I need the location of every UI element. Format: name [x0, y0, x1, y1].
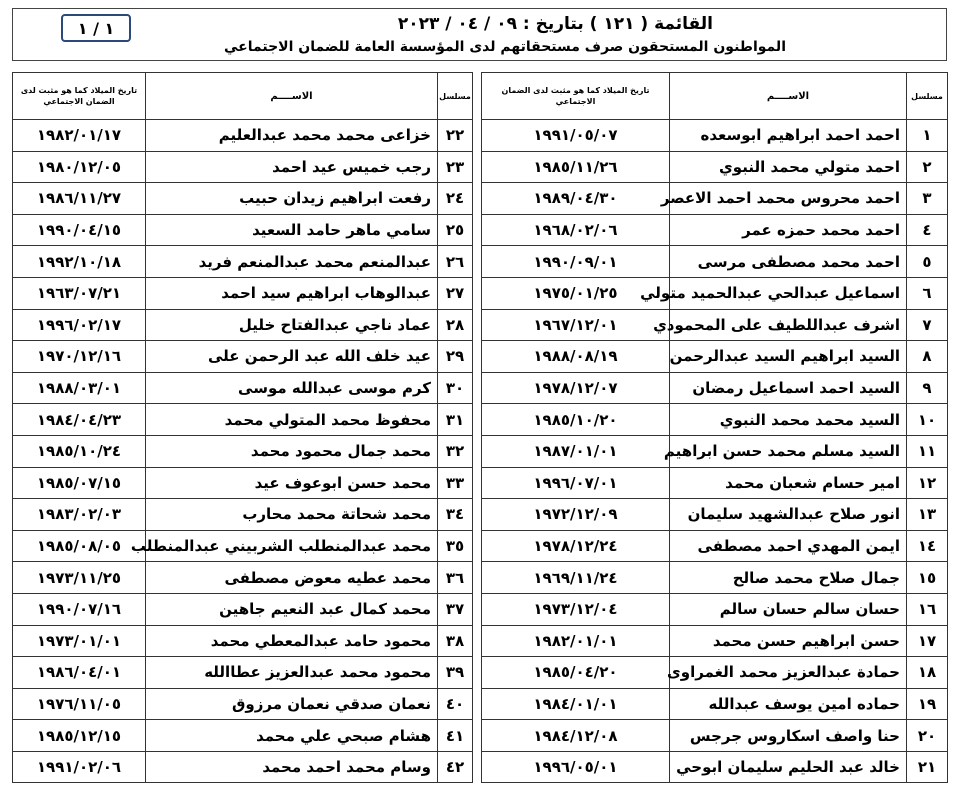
- row-serial: ٢٤: [438, 183, 473, 215]
- row-serial: ٢٠: [907, 720, 948, 752]
- header-name: الاســــم: [670, 73, 907, 120]
- row-birth-date: ١٩٨٢/٠١/١٧: [13, 120, 146, 152]
- table-row: [482, 562, 948, 594]
- row-birth-date: ١٩٩١/٠٥/٠٧: [482, 120, 670, 152]
- row-serial: ٢٣: [438, 151, 473, 183]
- row-serial: ١٤: [907, 530, 948, 562]
- row-serial: ٨: [907, 341, 948, 373]
- row-name: ايمن المهدي احمد مصطفى: [670, 530, 907, 562]
- table-row: [482, 214, 948, 246]
- row-name: عبدالوهاب ابراهيم سيد احمد: [146, 277, 438, 309]
- row-serial: ٣٢: [438, 435, 473, 467]
- row-birth-date: ١٩٨٦/١١/٢٧: [13, 183, 146, 215]
- row-name: هشام صبحي علي محمد: [146, 720, 438, 752]
- row-serial: ٢٦: [438, 246, 473, 278]
- table-row: [482, 372, 948, 404]
- table-header-row: [13, 73, 473, 120]
- list-subtitle: المواطنون المستحقون صرف مستحقاتهم لدى المؤسسة العامة للضمان الاجتماعي: [224, 39, 786, 55]
- row-birth-date: ١٩٨٤/٠٤/٢٣: [13, 404, 146, 436]
- row-birth-date: ١٩٦٧/١٢/٠١: [482, 309, 670, 341]
- row-name: محمد حسن ابوعوف عيد: [146, 467, 438, 499]
- beneficiaries-table-left: [12, 72, 473, 783]
- table-row: [13, 688, 473, 720]
- row-name: احمد احمد ابراهيم ابوسعده: [670, 120, 907, 152]
- table-row: [13, 341, 473, 373]
- table-row: [13, 499, 473, 531]
- row-name: السيد مسلم محمد حسن ابراهيم: [670, 435, 907, 467]
- row-name: رجب خميس عيد احمد: [146, 151, 438, 183]
- table-row: [482, 435, 948, 467]
- table-row: [482, 341, 948, 373]
- row-birth-date: ١٩٦٩/١١/٢٤: [482, 562, 670, 594]
- row-name: عماد ناجي عبدالفتاح خليل: [146, 309, 438, 341]
- table-row: [482, 183, 948, 215]
- row-birth-date: ١٩٨٥/٠٧/١٥: [13, 467, 146, 499]
- row-serial: ٦: [907, 277, 948, 309]
- row-serial: ١٥: [907, 562, 948, 594]
- row-birth-date: ١٩٦٣/٠٧/٢١: [13, 277, 146, 309]
- table-row: [482, 688, 948, 720]
- row-serial: ٣٧: [438, 593, 473, 625]
- list-title: القائمة ( ١٢١ ) بتاريخ : ٠٩ / ٠٤ / ٢٠٢٣: [397, 14, 713, 34]
- table-row: [13, 277, 473, 309]
- table-row: [13, 309, 473, 341]
- row-name: امير حسام شعبان محمد: [670, 467, 907, 499]
- table-body-right: [482, 120, 948, 783]
- row-name: جمال صلاح محمد صالح: [670, 562, 907, 594]
- table-row: [482, 467, 948, 499]
- table-row: [13, 404, 473, 436]
- row-name: كرم موسى عبدالله موسى: [146, 372, 438, 404]
- table-row: [482, 657, 948, 689]
- row-birth-date: ١٩٩٠/٠٤/١٥: [13, 214, 146, 246]
- row-serial: ١٨: [907, 657, 948, 689]
- row-birth-date: ١٩٨٥/٠٤/٢٠: [482, 657, 670, 689]
- row-name: خزاعى محمد محمد عبدالعليم: [146, 120, 438, 152]
- row-name: السيد محمد محمد النبوي: [670, 404, 907, 436]
- row-name: السيد ابراهيم السيد عبدالرحمن: [670, 341, 907, 373]
- row-birth-date: ١٩٧٥/٠١/٢٥: [482, 277, 670, 309]
- row-serial: ١٠: [907, 404, 948, 436]
- table-row: [13, 435, 473, 467]
- row-name: حسان سالم حسان سالم: [670, 593, 907, 625]
- row-name: رفعت ابراهيم زيدان حبيب: [146, 183, 438, 215]
- row-birth-date: ١٩٨٨/٠٨/١٩: [482, 341, 670, 373]
- row-serial: ١: [907, 120, 948, 152]
- row-name: سامي ماهر حامد السعيد: [146, 214, 438, 246]
- row-serial: ٢٨: [438, 309, 473, 341]
- table-row: [13, 657, 473, 689]
- table-row: [482, 720, 948, 752]
- row-serial: ٢: [907, 151, 948, 183]
- table-row: [482, 151, 948, 183]
- row-birth-date: ١٩٨٥/١٢/١٥: [13, 720, 146, 752]
- row-name: محمود حامد عبدالمعطي محمد: [146, 625, 438, 657]
- table-row: [13, 246, 473, 278]
- row-birth-date: ١٩٧٢/١٢/٠٩: [482, 499, 670, 531]
- row-serial: ١٦: [907, 593, 948, 625]
- table-row: [482, 625, 948, 657]
- table-row: [482, 120, 948, 152]
- row-serial: ٩: [907, 372, 948, 404]
- row-serial: ١٣: [907, 499, 948, 531]
- table-row: [13, 183, 473, 215]
- table-row: [13, 562, 473, 594]
- row-serial: ٣٠: [438, 372, 473, 404]
- header-serial: مسلسل: [907, 73, 948, 120]
- row-birth-date: ١٩٩٦/٠٧/٠١: [482, 467, 670, 499]
- row-birth-date: ١٩٧٠/١٢/١٦: [13, 341, 146, 373]
- row-serial: ٣٦: [438, 562, 473, 594]
- row-birth-date: ١٩٨٥/٠٨/٠٥: [13, 530, 146, 562]
- table-row: [13, 593, 473, 625]
- row-birth-date: ١٩٨٤/٠١/٠١: [482, 688, 670, 720]
- table-row: [13, 467, 473, 499]
- header-birth-date: تاريخ الميلاد كما هو مثبت لدى الضمان الاجتماعي: [13, 73, 146, 120]
- row-birth-date: ١٩٦٨/٠٢/٠٦: [482, 214, 670, 246]
- table-row: [13, 625, 473, 657]
- row-serial: ٤١: [438, 720, 473, 752]
- row-birth-date: ١٩٨٠/١٢/٠٥: [13, 151, 146, 183]
- row-serial: ٢٢: [438, 120, 473, 152]
- row-name: حنا واصف اسكاروس جرجس: [670, 720, 907, 752]
- row-serial: ٥: [907, 246, 948, 278]
- row-serial: ١٢: [907, 467, 948, 499]
- row-serial: ١٩: [907, 688, 948, 720]
- row-name: محمد عبدالمنطلب الشربيني عبدالمنطلب: [146, 530, 438, 562]
- table-row: [482, 246, 948, 278]
- row-birth-date: ١٩٧٨/١٢/٠٧: [482, 372, 670, 404]
- row-birth-date: ١٩٩٦/٠٥/٠١: [482, 751, 670, 783]
- row-birth-date: ١٩٨٢/٠١/٠١: [482, 625, 670, 657]
- row-birth-date: ١٩٨٨/٠٣/٠١: [13, 372, 146, 404]
- row-name: اشرف عبداللطيف على المحمودي: [670, 309, 907, 341]
- row-birth-date: ١٩٧٣/٠١/٠١: [13, 625, 146, 657]
- row-serial: ٤٢: [438, 751, 473, 783]
- row-birth-date: ١٩٩١/٠٢/٠٦: [13, 751, 146, 783]
- row-birth-date: ١٩٨٥/١٠/٢٤: [13, 435, 146, 467]
- row-serial: ٣٣: [438, 467, 473, 499]
- row-name: السيد احمد اسماعيل رمضان: [670, 372, 907, 404]
- header-name: الاســــم: [146, 73, 438, 120]
- row-serial: ٤٠: [438, 688, 473, 720]
- row-serial: ٢٩: [438, 341, 473, 373]
- row-serial: ٣: [907, 183, 948, 215]
- row-birth-date: ١٩٩٠/٠٩/٠١: [482, 246, 670, 278]
- row-birth-date: ١٩٨٦/٠٤/٠١: [13, 657, 146, 689]
- table-row: [482, 277, 948, 309]
- row-birth-date: ١٩٧٣/١١/٢٥: [13, 562, 146, 594]
- row-name: محمد كمال عبد النعيم جاهين: [146, 593, 438, 625]
- row-name: محمد شحاتة محمد محارب: [146, 499, 438, 531]
- table-row: [13, 720, 473, 752]
- table-row: [13, 372, 473, 404]
- header-serial: مسلسل: [438, 73, 473, 120]
- row-birth-date: ١٩٩٠/٠٧/١٦: [13, 593, 146, 625]
- table-row: [482, 593, 948, 625]
- row-serial: ١٧: [907, 625, 948, 657]
- table-row: [482, 530, 948, 562]
- row-name: حسن ابراهيم حسن محمد: [670, 625, 907, 657]
- row-name: احمد متولي محمد النبوي: [670, 151, 907, 183]
- row-name: حماده امين يوسف عبدالله: [670, 688, 907, 720]
- row-name: اسماعيل عبدالحي عبدالحميد متولي: [670, 277, 907, 309]
- row-name: احمد محمد حمزه عمر: [670, 214, 907, 246]
- row-name: حمادة عبدالعزيز محمد الغمراوى: [670, 657, 907, 689]
- table-row: [13, 120, 473, 152]
- row-serial: ٢٥: [438, 214, 473, 246]
- row-name: محمد جمال محمود محمد: [146, 435, 438, 467]
- row-name: وسام محمد احمد محمد: [146, 751, 438, 783]
- row-birth-date: ١٩٧٦/١١/٠٥: [13, 688, 146, 720]
- row-name: انور صلاح عبدالشهيد سليمان: [670, 499, 907, 531]
- row-birth-date: ١٩٧٨/١٢/٢٤: [482, 530, 670, 562]
- table-row: [482, 499, 948, 531]
- row-serial: ٣٥: [438, 530, 473, 562]
- table-row: [13, 751, 473, 783]
- row-birth-date: ١٩٨٥/١٠/٢٠: [482, 404, 670, 436]
- table-body-left: [13, 120, 473, 783]
- beneficiaries-table-right: [481, 72, 948, 783]
- row-serial: ٢١: [907, 751, 948, 783]
- row-birth-date: ١٩٨٤/١٢/٠٨: [482, 720, 670, 752]
- table-header-row: [482, 73, 948, 120]
- row-name: خالد عبد الحليم سليمان ابوحي: [670, 751, 907, 783]
- table-row: [482, 309, 948, 341]
- row-serial: ٣٤: [438, 499, 473, 531]
- row-birth-date: ١٩٩٢/١٠/١٨: [13, 246, 146, 278]
- table-row: [482, 404, 948, 436]
- header-birth-date: تاريخ الميلاد كما هو مثبت لدى الضمان الاجتماعي: [482, 73, 670, 120]
- row-name: احمد محروس محمد احمد الاعصر: [670, 183, 907, 215]
- row-birth-date: ١٩٨٥/١١/٢٦: [482, 151, 670, 183]
- table-row: [13, 214, 473, 246]
- row-birth-date: ١٩٩٦/٠٢/١٧: [13, 309, 146, 341]
- row-birth-date: ١٩٨٩/٠٤/٣٠: [482, 183, 670, 215]
- table-row: [13, 530, 473, 562]
- row-serial: ٧: [907, 309, 948, 341]
- row-serial: ٤: [907, 214, 948, 246]
- row-birth-date: ١٩٧٣/١٢/٠٤: [482, 593, 670, 625]
- row-serial: ٣١: [438, 404, 473, 436]
- page-indicator: ١ / ١: [61, 14, 131, 42]
- row-serial: ٣٩: [438, 657, 473, 689]
- row-name: نعمان صدقي نعمان مرزوق: [146, 688, 438, 720]
- table-row: [482, 751, 948, 783]
- row-birth-date: ١٩٨٣/٠٢/٠٣: [13, 499, 146, 531]
- row-name: عيد خلف الله عبد الرحمن على: [146, 341, 438, 373]
- row-name: محمد عطيه معوض مصطفى: [146, 562, 438, 594]
- row-name: محمود محمد عبدالعزيز عطاالله: [146, 657, 438, 689]
- document-header: [12, 8, 947, 61]
- table-row: [13, 151, 473, 183]
- row-serial: ١١: [907, 435, 948, 467]
- row-name: محفوظ محمد المتولي محمد: [146, 404, 438, 436]
- row-name: عبدالمنعم محمد عبدالمنعم فريد: [146, 246, 438, 278]
- row-serial: ٣٨: [438, 625, 473, 657]
- row-birth-date: ١٩٨٧/٠١/٠١: [482, 435, 670, 467]
- row-serial: ٢٧: [438, 277, 473, 309]
- row-name: احمد محمد مصطفى مرسى: [670, 246, 907, 278]
